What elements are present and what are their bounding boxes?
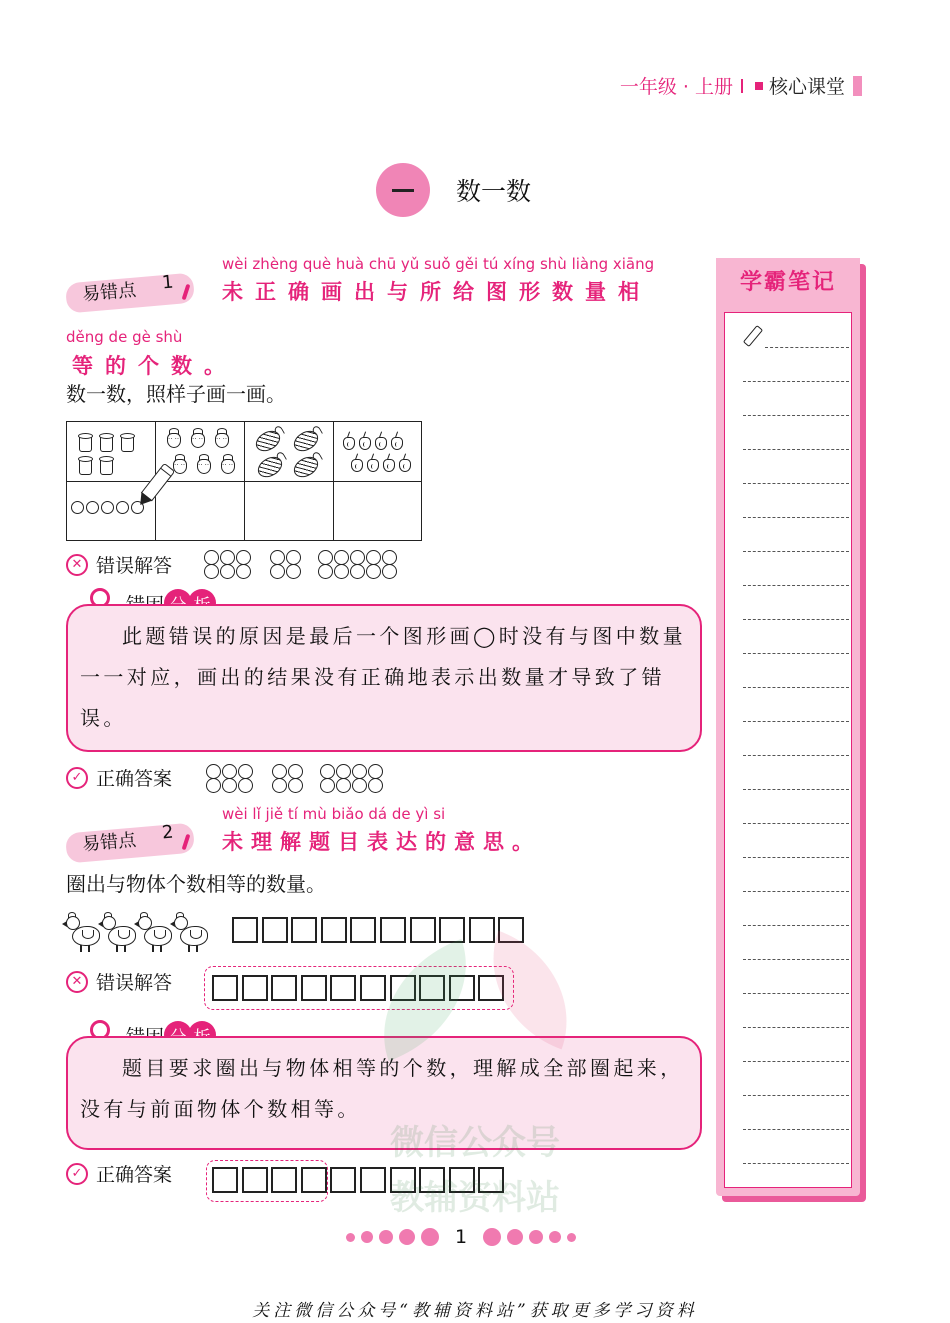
grade-label: 一年级 · 上册 [619, 76, 733, 98]
study-notes-title: 学霸笔记 [716, 258, 860, 302]
pear-icon [383, 454, 395, 472]
pineapple-icon [289, 452, 321, 478]
example-circle [101, 501, 114, 514]
wrong-mark-icon: ✕ [66, 971, 88, 993]
strawberry-icon [219, 454, 237, 474]
point1-question: 数一数，照样子画一画。 [66, 382, 286, 406]
pineapple-icon [251, 426, 283, 452]
study-notes-panel [716, 258, 866, 1202]
watermark: 教辅资料站 [360, 945, 590, 1225]
correct-answer-label-2: ✓ 正确答案 [66, 1160, 172, 1187]
cup-icon [100, 435, 113, 452]
correct-answer-label-1: ✓ 正确答案 [66, 764, 172, 791]
wrong-mark-icon: ✕ [66, 554, 88, 576]
chicken-icon [66, 912, 102, 952]
pear-icon [343, 432, 355, 450]
point1-pinyin-line2: děng de gè shù [66, 328, 183, 346]
example-circle [116, 501, 129, 514]
pear-icon [391, 432, 403, 450]
cup-icon [100, 458, 113, 475]
pear-icon [375, 432, 387, 450]
pencil-icon [743, 325, 765, 347]
chapter-number [392, 189, 414, 192]
cause-analysis-text-1: 此题错误的原因是最后一个图形画◯时没有与图中数量一一对应，画出的结果没有正确地表示出数量才导致了错误。 [80, 624, 686, 730]
point1-title-line2: 等的个数。 [72, 354, 237, 378]
strawberry-icon [213, 428, 231, 448]
mistake-tag-1: 易错点 1 [66, 272, 198, 308]
chapter-number-badge [376, 163, 430, 217]
pear-icon [359, 432, 371, 450]
footer-note: 关注微信公众号“教辅资料站”获取更多学习资料 [252, 1301, 698, 1321]
notes-paper [724, 312, 852, 1188]
point2-pinyin-line1: wèi lǐ jiě tí mù biǎo dá de yì si [222, 805, 446, 823]
example-circle [86, 501, 99, 514]
point1-pinyin-line1: wèi zhèng què huà chū yǔ suǒ gěi tú xíng shù liàng xiāng [222, 255, 655, 273]
square-row-correct [212, 1167, 508, 1193]
section-label: 核心课堂 [768, 76, 845, 98]
example-circle [71, 501, 84, 514]
wrong-answer-label-1: ✕ 错误解答 [66, 551, 172, 578]
point2-question: 圈出与物体个数相等的数量。 [66, 872, 326, 896]
cup-icon [121, 435, 134, 452]
correct-mark-icon: ✓ [66, 767, 88, 789]
chicken-icon [102, 912, 138, 952]
chicken-icon [174, 912, 210, 952]
point1-title-line1: 未正确画出与所给图形数量相 [222, 280, 651, 304]
cup-icon [79, 435, 92, 452]
cup-icon [79, 458, 92, 475]
page-header [620, 72, 862, 99]
cause-analysis-box-1 [66, 604, 702, 752]
strawberry-icon [165, 428, 183, 448]
chicken-icon [138, 912, 174, 952]
pineapple-icon [289, 426, 321, 452]
point2-title-line1: 未理解题目表达的意思。 [222, 830, 541, 854]
cause-analysis-box-2 [66, 1036, 702, 1150]
cause-analysis-text-2: 题目要求圈出与物体相等的个数，理解成全部圈起来，没有与前面物体个数相等。 [80, 1056, 684, 1121]
square-row-wrong [212, 975, 508, 1001]
strawberry-icon [195, 454, 213, 474]
pear-icon [351, 454, 363, 472]
page-number-bar [346, 1226, 582, 1248]
pear-icon [399, 454, 411, 472]
pineapple-icon [253, 452, 285, 478]
wrong-answer-label-2: ✕ 错误解答 [66, 968, 172, 995]
strawberry-icon [189, 428, 207, 448]
counting-table [66, 421, 422, 541]
chapter-title: 数一数 [456, 177, 532, 206]
mistake-tag-2: 易错点 2 [66, 822, 198, 858]
page-number: 1 [455, 1226, 468, 1248]
correct-mark-icon: ✓ [66, 1163, 88, 1185]
pear-icon [367, 454, 379, 472]
square-row-question [232, 917, 528, 943]
